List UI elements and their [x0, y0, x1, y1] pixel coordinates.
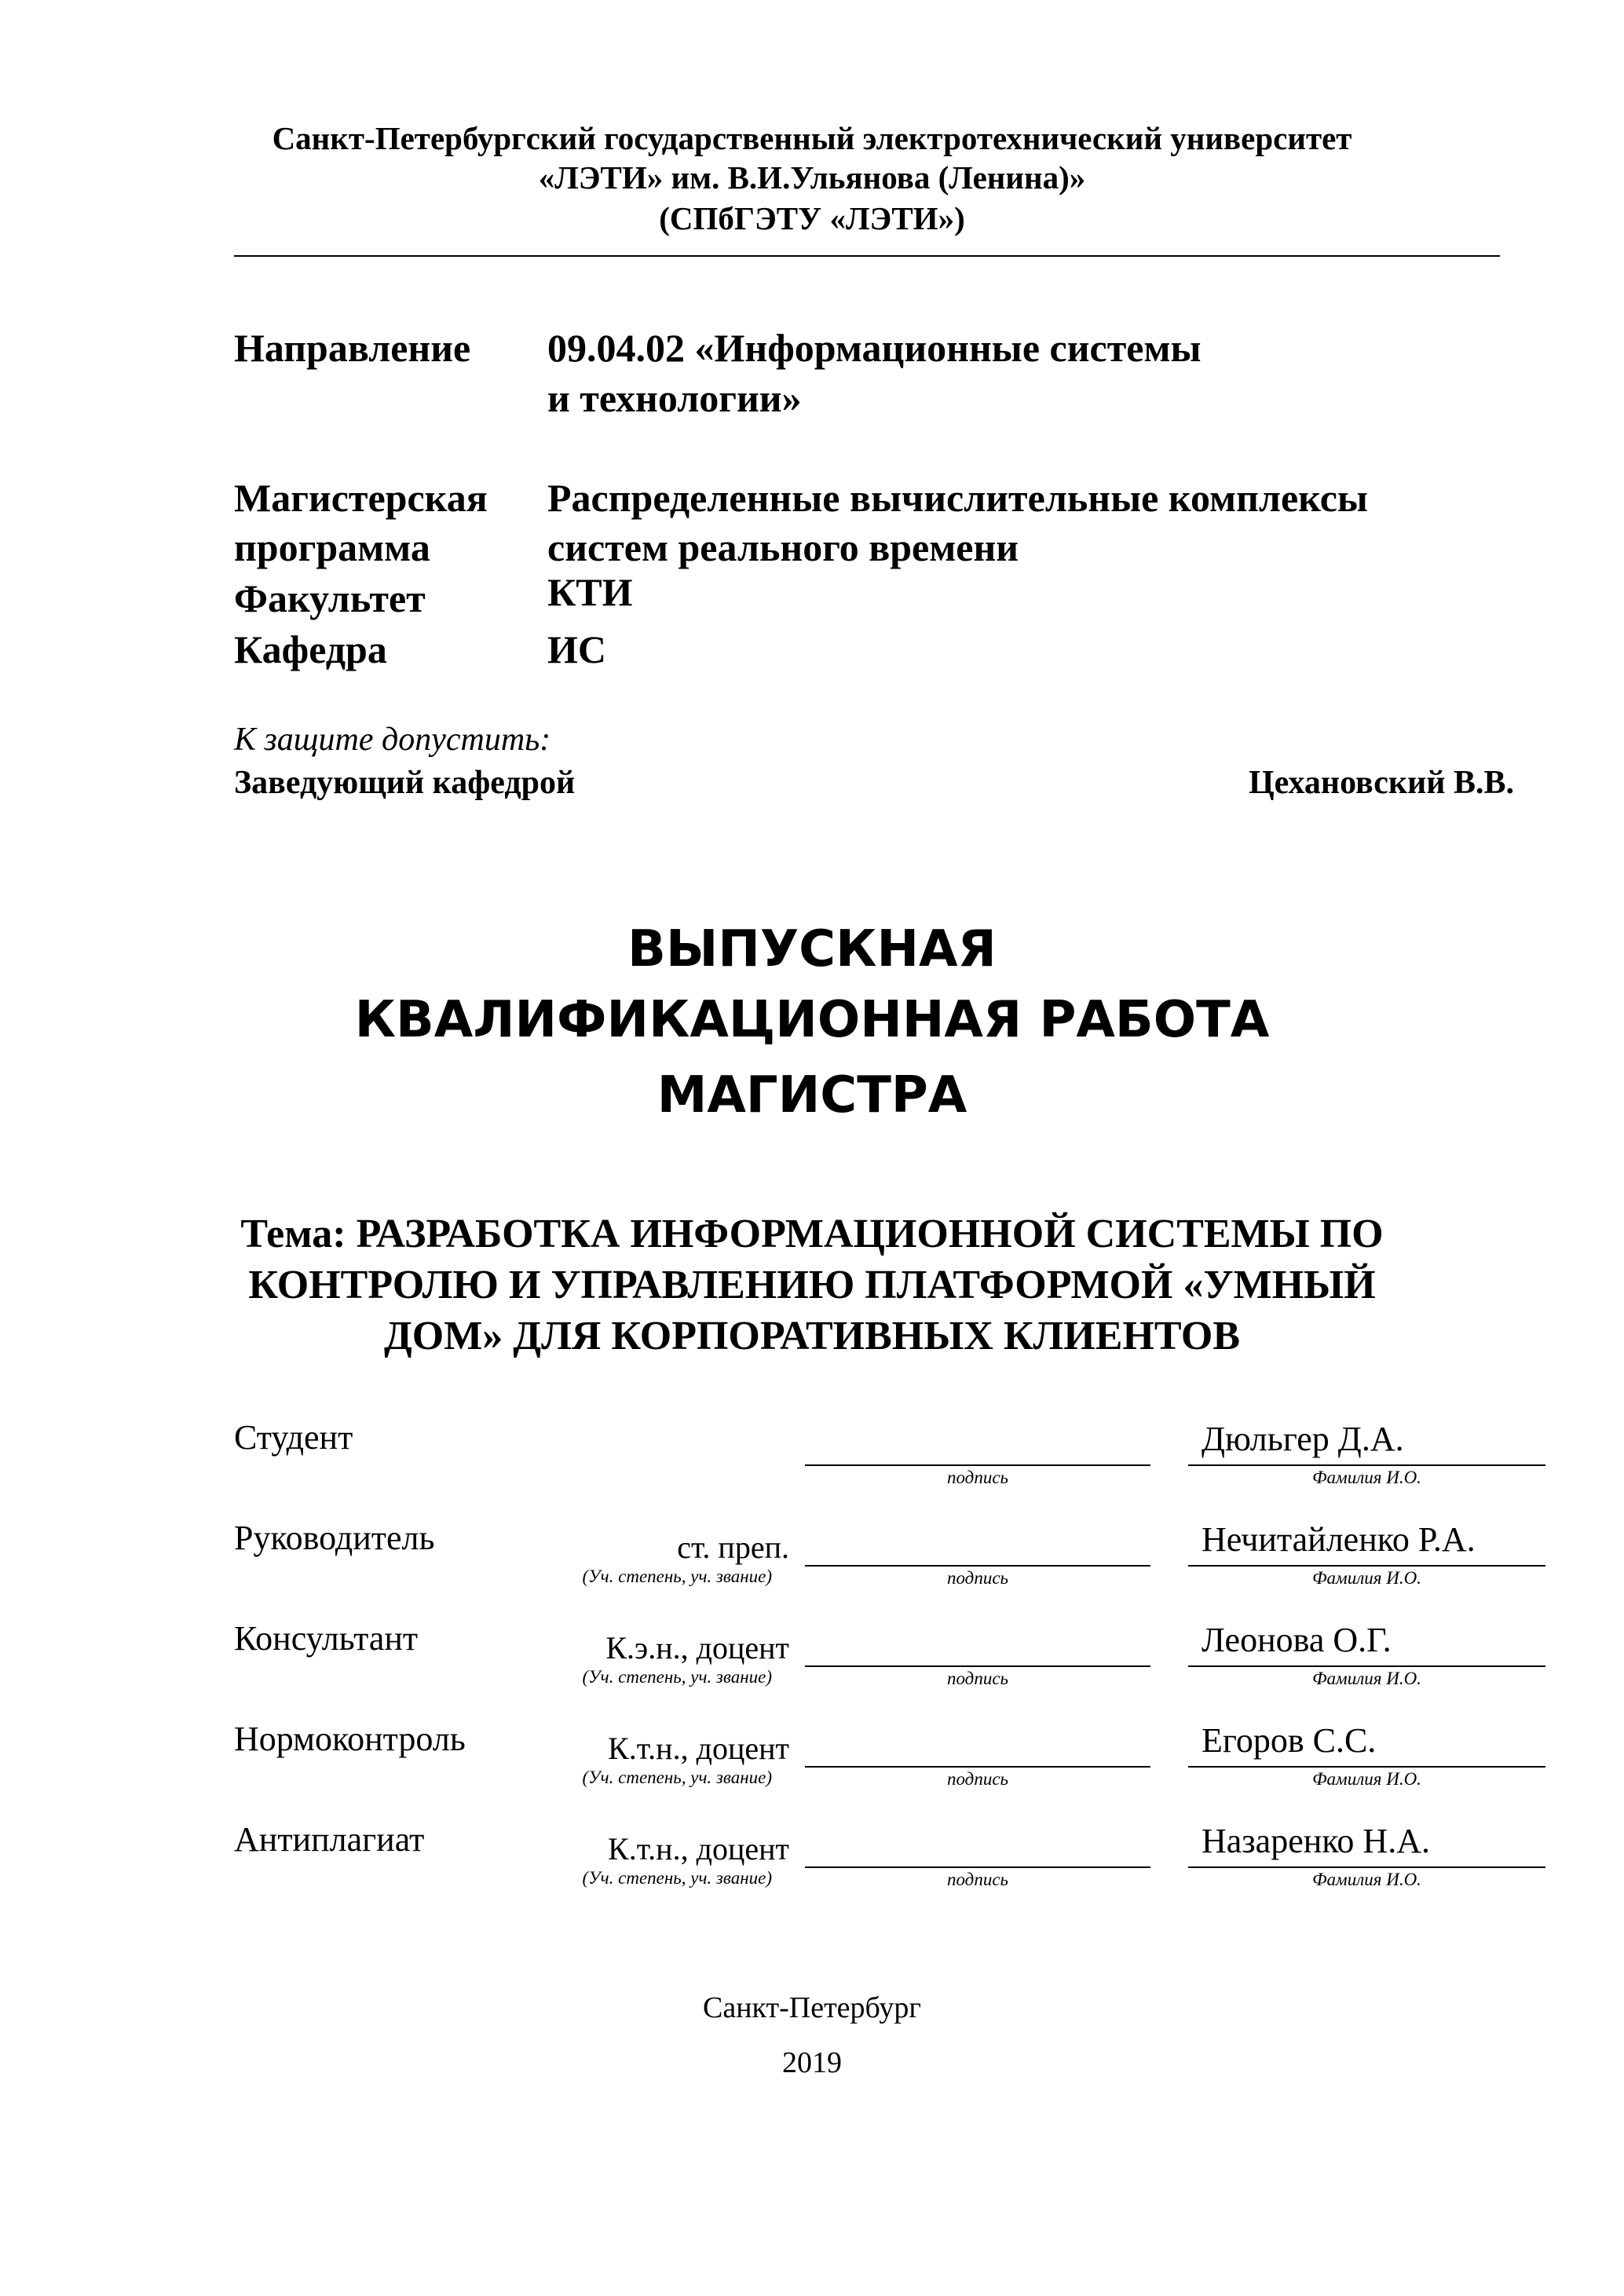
signature-hint: подпись: [946, 1870, 1008, 1889]
approval-note: К защите допустить:: [234, 722, 551, 758]
name-line: [1188, 1464, 1545, 1466]
program-label-cont: программа: [234, 525, 430, 569]
name-line: [1188, 1665, 1545, 1667]
signature-hint: подпись: [946, 1669, 1008, 1688]
signatory-role: Студент: [234, 1418, 353, 1457]
university-abbrev-line: «ЛЭТИ» им. В.И.Ульянова (Ленина)»: [538, 159, 1086, 196]
department-value: ИС: [547, 627, 606, 671]
signatory-role: Руководитель: [234, 1519, 435, 1557]
name-hint: Фамилия И.О.: [1312, 1568, 1421, 1588]
signature-line: [805, 1565, 1150, 1567]
topic: Тема: РАЗРАБОТКА ИНФОРМАЦИОННОЙ СИСТЕМЫ ПО: [240, 1212, 1384, 1256]
name-line: [1188, 1866, 1545, 1868]
direction-value: 09.04.02 «Информационные системы: [547, 326, 1202, 370]
department-label: Кафедра: [234, 627, 387, 671]
work-title: ВЫПУСКНАЯ: [627, 920, 997, 978]
program-label: Магистерская: [234, 476, 488, 520]
signatory-role: Консультант: [234, 1619, 419, 1658]
name-hint: Фамилия И.О.: [1312, 1669, 1421, 1688]
footer-year: 2019: [782, 2046, 842, 2079]
signatory-role: Нормоконтроль: [234, 1720, 466, 1758]
signature-line: [805, 1766, 1150, 1768]
name-hint: Фамилия И.О.: [1312, 1468, 1421, 1487]
name-hint: Фамилия И.О.: [1312, 1870, 1421, 1889]
header-divider: [234, 255, 1500, 257]
signature-line: [805, 1866, 1150, 1868]
signature-line: [805, 1464, 1150, 1466]
approval-name: Цехановский В.В.: [1248, 765, 1514, 801]
university-short-name: (СПбГЭТУ «ЛЭТИ»): [659, 200, 965, 236]
work-title-line2: КВАЛИФИКАЦИОННАЯ РАБОТА: [354, 991, 1270, 1049]
direction-value-cont: и технологии»: [547, 376, 802, 420]
topic-line2: КОНТРОЛЮ И УПРАВЛЕНИЮ ПЛАТФОРМОЙ «УМНЫЙ: [248, 1263, 1376, 1307]
name-hint: Фамилия И.О.: [1312, 1769, 1421, 1789]
signatory-name: Леонова О.Г.: [1202, 1621, 1392, 1659]
degree-hint: (Уч. степень, уч. звание): [582, 1667, 772, 1687]
faculty-label: Факультет: [234, 576, 426, 620]
degree-hint: (Уч. степень, уч. звание): [582, 1567, 772, 1586]
direction-label: Направление: [234, 326, 471, 370]
signatory-name: Нечитайленко Р.А.: [1202, 1520, 1476, 1559]
signatory-role: Антиплагиат: [234, 1820, 425, 1859]
name-line: [1188, 1766, 1545, 1768]
faculty-value: КТИ: [547, 570, 633, 614]
signature-hint: подпись: [946, 1468, 1008, 1487]
signature-hint: подпись: [946, 1769, 1008, 1789]
approval-position: Заведующий кафедрой: [234, 765, 576, 801]
degree-hint: (Уч. степень, уч. звание): [582, 1868, 772, 1888]
signatory-name: Егоров С.С.: [1202, 1721, 1377, 1760]
university-name: Санкт-Петербургский государственный электротехнический университет: [272, 120, 1352, 156]
work-title-line3: МАГИСТРА: [657, 1066, 967, 1124]
signatory-degree: К.э.н., доцент: [605, 1630, 789, 1665]
signatory-degree: ст. преп.: [677, 1530, 789, 1565]
program-value-cont: систем реального времени: [547, 525, 1019, 569]
footer-city: Санкт-Петербург: [702, 1991, 922, 2024]
name-line: [1188, 1565, 1545, 1567]
signatory-degree: К.т.н., доцент: [608, 1831, 789, 1866]
signatory-name: Назаренко Н.А.: [1202, 1822, 1430, 1860]
topic-line3: ДОМ» ДЛЯ КОРПОРАТИВНЫХ КЛИЕНТОВ: [383, 1314, 1241, 1358]
signatory-name: Дюльгер Д.А.: [1202, 1420, 1404, 1458]
signature-hint: подпись: [946, 1568, 1008, 1588]
program-value: Распределенные вычислительные комплексы: [547, 476, 1368, 520]
signatory-degree: К.т.н., доцент: [608, 1731, 789, 1766]
degree-hint: (Уч. степень, уч. звание): [582, 1768, 772, 1787]
signature-line: [805, 1665, 1150, 1667]
